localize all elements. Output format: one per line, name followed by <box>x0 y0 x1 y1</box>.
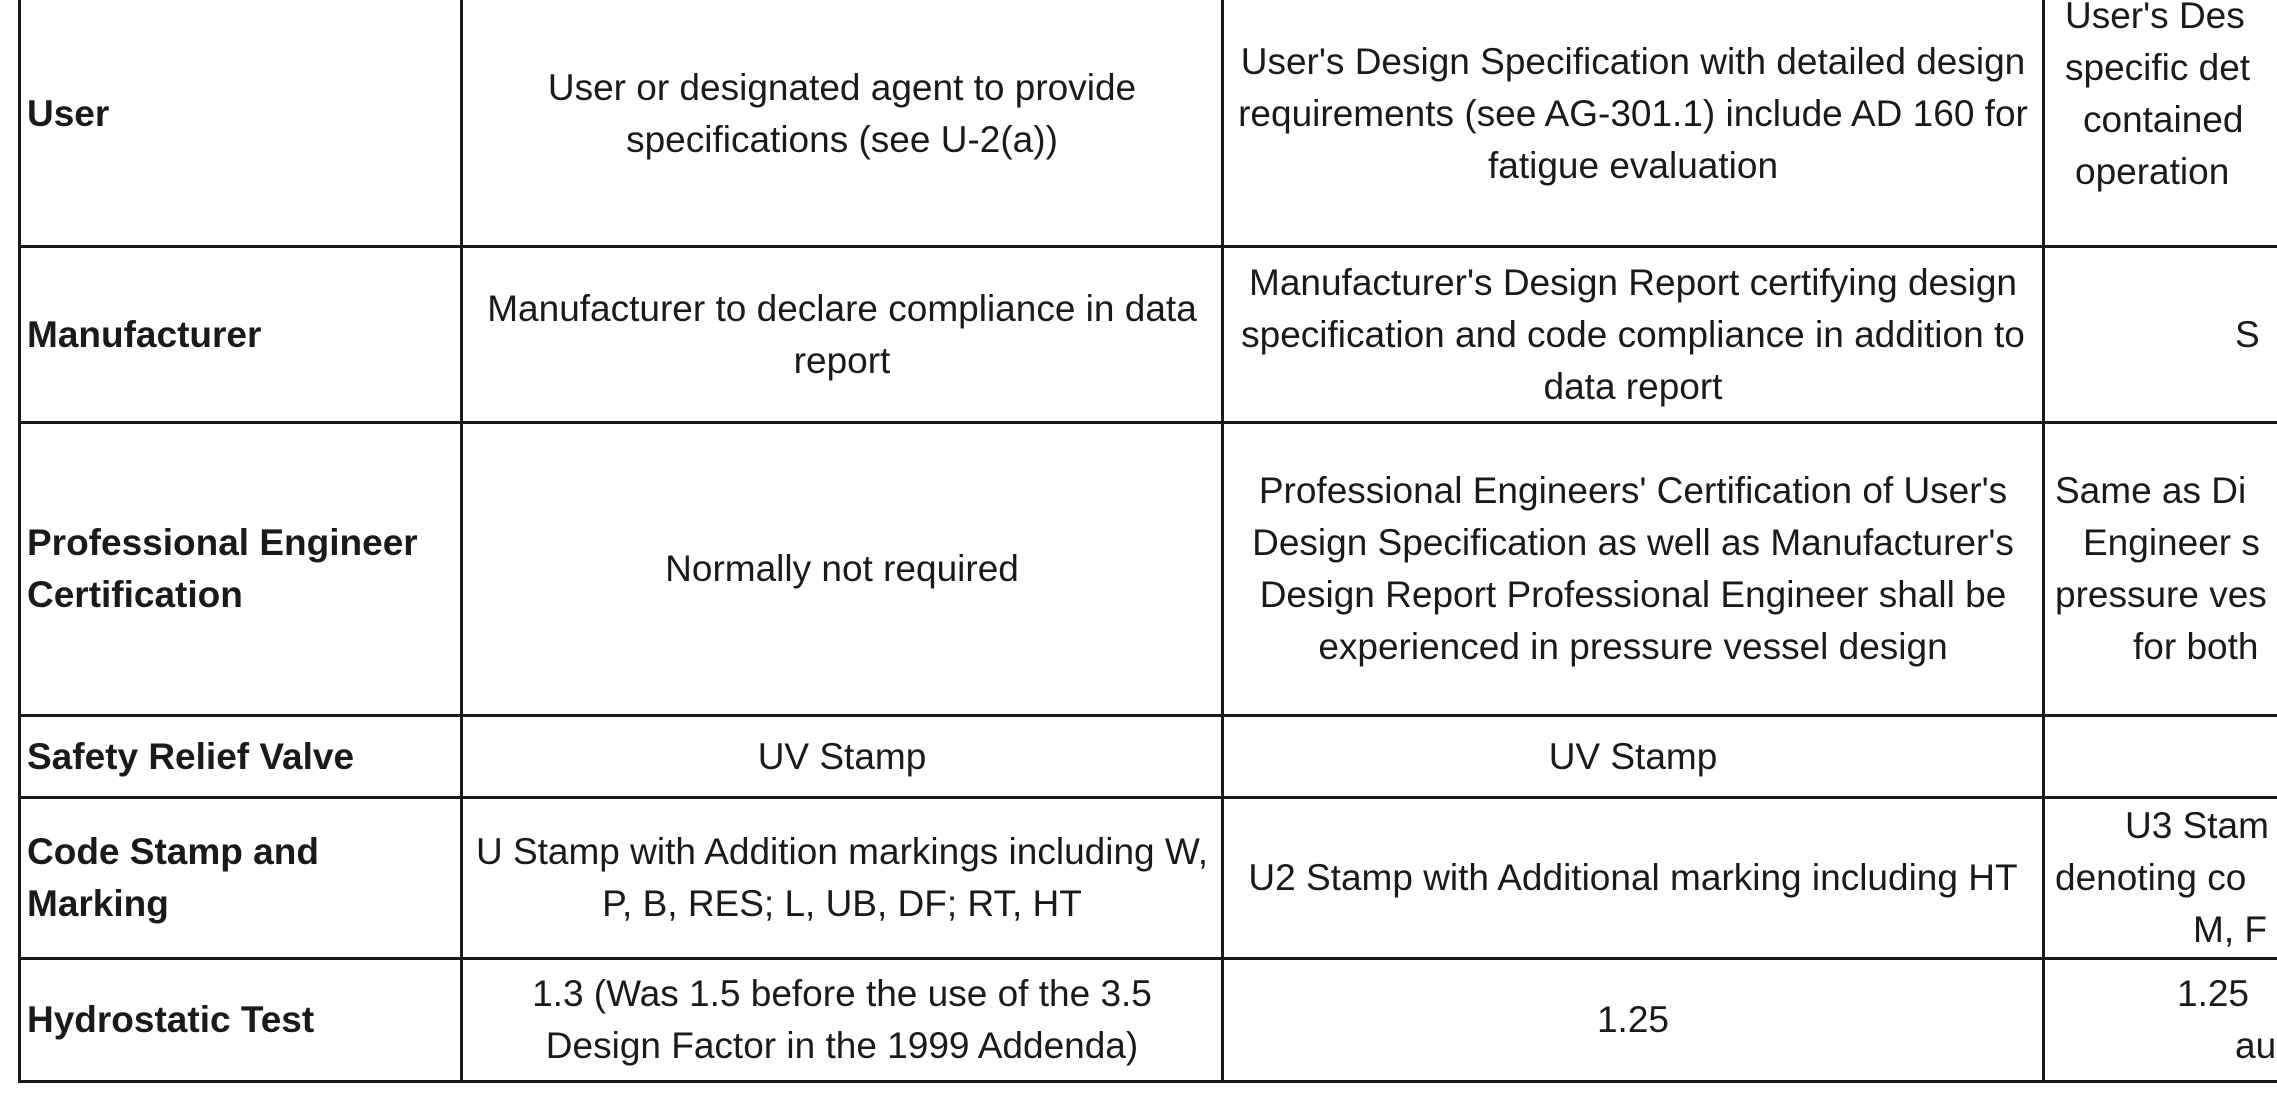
division-1-cell: U Stamp with Addition markings including W, P, B, RES; L, UB, DF; RT, HT <box>462 798 1223 959</box>
division-3-cell <box>2044 0 2277 247</box>
table-row <box>20 716 2277 798</box>
division-1-cell: Normally not required <box>462 423 1223 716</box>
division-1-cell: Manufacturer to declare compliance in data report <box>462 247 1223 423</box>
cell-line: operation <box>2075 151 2230 192</box>
division-2-cell: 1.25 <box>1223 959 2044 1082</box>
division-3-cell <box>2044 798 2277 959</box>
cell-line: User's Des <box>2065 0 2245 36</box>
cell-line: specific det <box>2065 47 2251 88</box>
division-2-cell: Manufacturer's Design Report certifying design specification and code compliance in addition to data report <box>1223 247 2044 423</box>
cell-line: 1.25 <box>2177 973 2250 1014</box>
row-header: Manufacturer <box>20 247 462 423</box>
cell-line: S <box>2235 313 2260 355</box>
cell-line: au <box>2235 1025 2277 1066</box>
division-2-cell: UV Stamp <box>1223 716 2044 798</box>
table-row <box>20 0 2277 247</box>
division-3-cell <box>2044 716 2277 798</box>
cell-line: denoting co <box>2055 857 2247 898</box>
division-3-cell <box>2044 959 2277 1082</box>
table-row <box>20 423 2277 716</box>
cell-line: pressure ves <box>2055 574 2267 615</box>
table-row <box>20 247 2277 423</box>
cell-line: M, F <box>2193 909 2267 950</box>
row-header: User <box>20 0 462 247</box>
table-row <box>20 959 2277 1082</box>
row-header: Professional Engineer Certification <box>20 423 462 716</box>
row-header: Hydrostatic Test <box>20 959 462 1082</box>
division-1-cell: User or designated agent to provide specifications (see U-2(a)) <box>462 0 1223 247</box>
row-header: Safety Relief Valve <box>20 716 462 798</box>
cell-line: for both <box>2133 626 2259 667</box>
row-header: Code Stamp and Marking <box>20 798 462 959</box>
cell-line: U3 Stam <box>2125 805 2269 846</box>
table-row <box>20 798 2277 959</box>
division-2-cell: Professional Engineers' Certification of User's Design Specification as well as Manufacturer's Design Report Professional Engineer shall be experienced in pressure vessel design <box>1223 423 2044 716</box>
division-1-cell: 1.3 (Was 1.5 before the use of the 3.5 Design Factor in the 1999 Addenda) <box>462 959 1223 1082</box>
cell-line: Engineer s <box>2083 522 2260 563</box>
cell-line: contained <box>2083 99 2244 140</box>
division-1-cell: UV Stamp <box>462 716 1223 798</box>
division-2-cell: User's Design Specification with detailed design requirements (see AG-301.1) include AD 160 for fatigue evaluation <box>1223 0 2044 247</box>
cell-line: Same as Di <box>2055 470 2247 511</box>
division-2-cell: U2 Stamp with Additional marking including HT <box>1223 798 2044 959</box>
comparison-table <box>18 0 2277 1083</box>
division-3-cell <box>2044 247 2277 423</box>
division-3-cell <box>2044 423 2277 716</box>
